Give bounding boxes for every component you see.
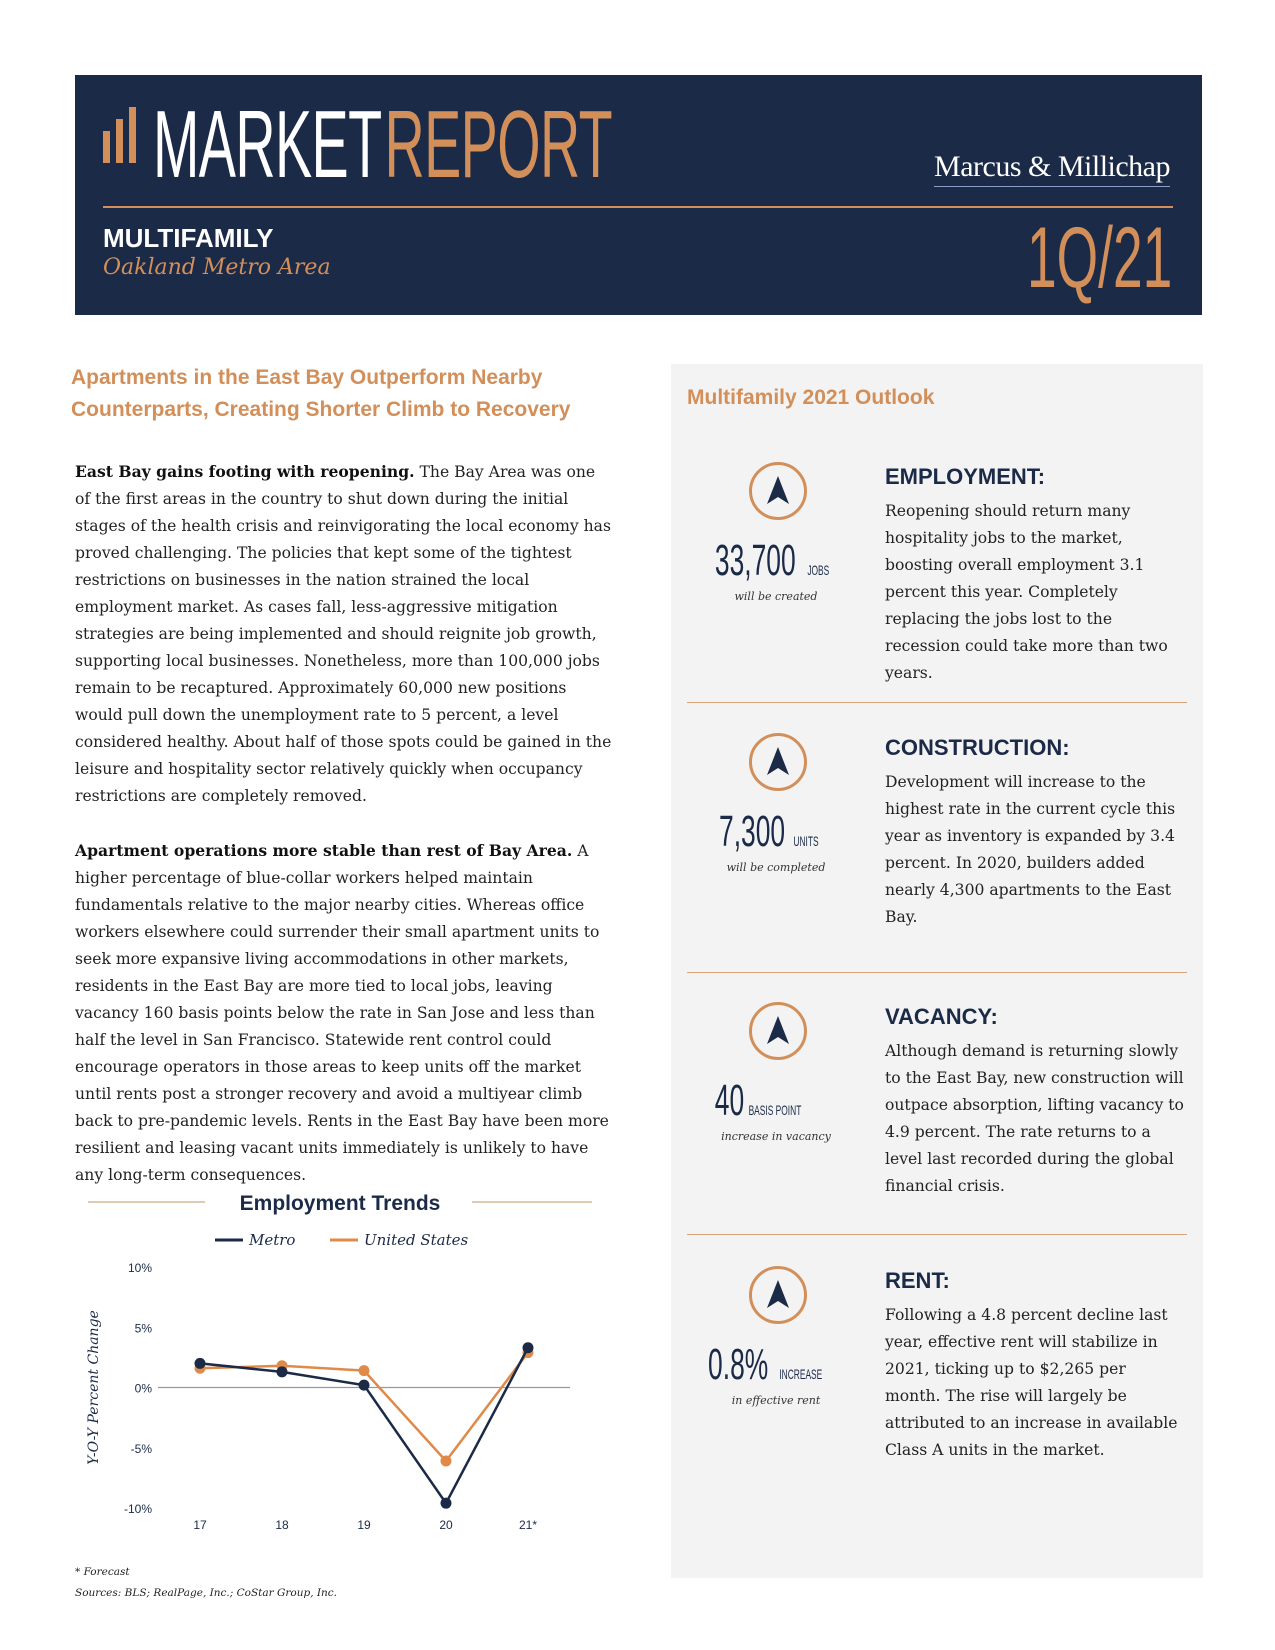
outlook-title: Multifamily 2021 Outlook: [687, 386, 935, 409]
stat-caption: will be completed: [726, 861, 826, 874]
section-title: CONSTRUCTION:: [885, 735, 1070, 760]
x-tick-label: 18: [275, 1518, 289, 1532]
stat-unit: BASIS POINT: [748, 1102, 802, 1118]
stat-unit: JOBS: [806, 562, 829, 578]
section-title: EMPLOYMENT:: [885, 464, 1046, 489]
up-arrow-icon: [749, 1002, 807, 1060]
data-point-metro: [195, 1358, 206, 1369]
stat-number: 7,300: [719, 807, 786, 856]
stat-unit: UNITS: [792, 833, 819, 849]
paragraph: [75, 458, 615, 810]
stat-value-row: [671, 807, 881, 857]
data-point-metro: [277, 1366, 288, 1377]
paragraph-text: A higher percentage of blue-collar workers helped maintain fundamentals relative to the major nearby cities. Whereas office workers elsewhere could surrender their small apartment units to seek more expansive living accommodations in other markets, residents in the East Bay are more tied to local jobs, leaving vacancy 160 basis points below the rate in San Jose and less than half the level in San Francisco. Statewide rent control could encourage operators in those areas to keep units off the market until rents post a stronger recovery and avoid a multiyear climb back to pre-pandemic levels. Rents in the East Bay have been more resilient and leasing vacant units immediately is unlikely to have any long-term consequences.: [75, 842, 609, 1184]
x-tick-label: 21*: [518, 1518, 538, 1532]
up-arrow-icon: [749, 733, 807, 791]
data-point-united-states: [359, 1365, 370, 1376]
paragraph-lead: East Bay gains footing with reopening.: [75, 462, 415, 481]
stat-value-row: [671, 1340, 881, 1390]
legend-label: Metro: [249, 1231, 296, 1249]
up-arrow-icon: [749, 1266, 807, 1324]
paragraph-lead: Apartment operations more stable than rest of Bay Area.: [75, 841, 573, 860]
x-tick-label: 20: [439, 1518, 453, 1532]
stat-number: 0.8%: [707, 1340, 768, 1389]
data-point-metro: [441, 1498, 452, 1509]
stat-caption: in effective rent: [731, 1394, 821, 1407]
x-tick-label: 19: [357, 1518, 371, 1532]
stat-caption: increase in vacancy: [721, 1130, 831, 1143]
y-tick-label: -5%: [130, 1441, 152, 1456]
outlook-sidebar: [671, 364, 1203, 1578]
title-report: REPORT: [384, 91, 613, 198]
quarter-label: 1Q/21: [1026, 210, 1172, 306]
x-tick-label: 17: [193, 1518, 207, 1532]
bar-chart-logo-icon: [103, 107, 139, 163]
y-tick-label: -10%: [123, 1502, 152, 1516]
paragraph: [75, 837, 615, 1189]
data-point-united-states: [441, 1456, 452, 1467]
report-title: [153, 91, 613, 198]
sources-note: Sources: BLS; RealPage, Inc.; CoStar Group, Inc.: [75, 1587, 338, 1599]
stat-number: 33,700: [714, 536, 796, 585]
section-divider: [687, 1234, 1187, 1235]
section-body: Although demand is returning slowly to the East Bay, new construction will outpace absorption, lifting vacancy to 4.9 percent. The rate returns to a level last recorded during the global financial crisis.: [885, 1042, 1184, 1195]
forecast-note: * Forecast: [75, 1566, 130, 1578]
section-body: Reopening should return many hospitality jobs to the market, boosting overall employment 3.1 percent this year. Completely replacing the jobs lost to the recession could take more than two years.: [885, 502, 1168, 682]
title-market: MARKET: [153, 91, 382, 198]
chart-title: Employment Trends: [239, 1192, 441, 1215]
y-tick-label: 5%: [134, 1321, 152, 1336]
y-tick-label: 0%: [134, 1381, 152, 1396]
data-point-metro: [523, 1342, 534, 1353]
section-body: Following a 4.8 percent decline last year, effective rent will stabilize in 2021, ticking up to $2,265 per month. The rise will largely be attributed to an increase in available Class A units in the market.: [885, 1306, 1178, 1459]
article-headline: Apartments in the East Bay Outperform Nearby Counterparts, Creating Shorter Climb to Recovery: [71, 366, 571, 421]
section-title: VACANCY:: [885, 1004, 998, 1029]
y-axis-label: Y-O-Y Percent Change: [86, 1310, 102, 1465]
brand-logo: Marcus & Millichap: [934, 150, 1170, 187]
report-header: [75, 75, 1202, 315]
section-title: RENT:: [885, 1268, 950, 1293]
legend-label: United States: [364, 1231, 469, 1249]
up-arrow-icon: [749, 462, 807, 520]
section-body: Development will increase to the highest rate in the current cycle this year as inventory is expanded by 3.4 percent. In 2020, builders added nearly 4,300 apartments to the East Bay.: [885, 773, 1176, 926]
y-tick-label: 10%: [127, 1261, 152, 1275]
paragraph-text: The Bay Area was one of the first areas in the country to shut down during the initial stages of the health crisis and reinvigorating the local economy has proved challenging. The policies that kept some of the tightest restrictions on businesses in the nation strained the local employment market. As cases fall, less-aggressive mitigation strategies are being implemented and should reignite job growth, supporting local businesses. Nonetheless, more than 100,000 jobs remain to be recaptured. Approximately 60,000 new positions would pull down the unemployment rate to 5 percent, a level considered healthy. About half of those spots could be gained in the leisure and hospitality sector relatively quickly when occupancy restrictions are completely removed.: [75, 463, 612, 805]
article-body: [75, 458, 615, 1216]
employment-trends-chart: [80, 1180, 620, 1580]
stat-number: 40: [714, 1076, 745, 1125]
stat-value-row: [671, 1076, 881, 1126]
stat-caption: will be created: [734, 590, 818, 603]
sector-label: MULTIFAMILY: [103, 223, 274, 253]
section-divider: [687, 702, 1187, 703]
data-point-metro: [359, 1380, 370, 1391]
header-divider: [103, 206, 1173, 208]
stat-value-row: [671, 536, 881, 586]
section-divider: [687, 972, 1187, 973]
stat-unit: INCREASE: [779, 1366, 823, 1382]
market-label: Oakland Metro Area: [103, 255, 331, 280]
